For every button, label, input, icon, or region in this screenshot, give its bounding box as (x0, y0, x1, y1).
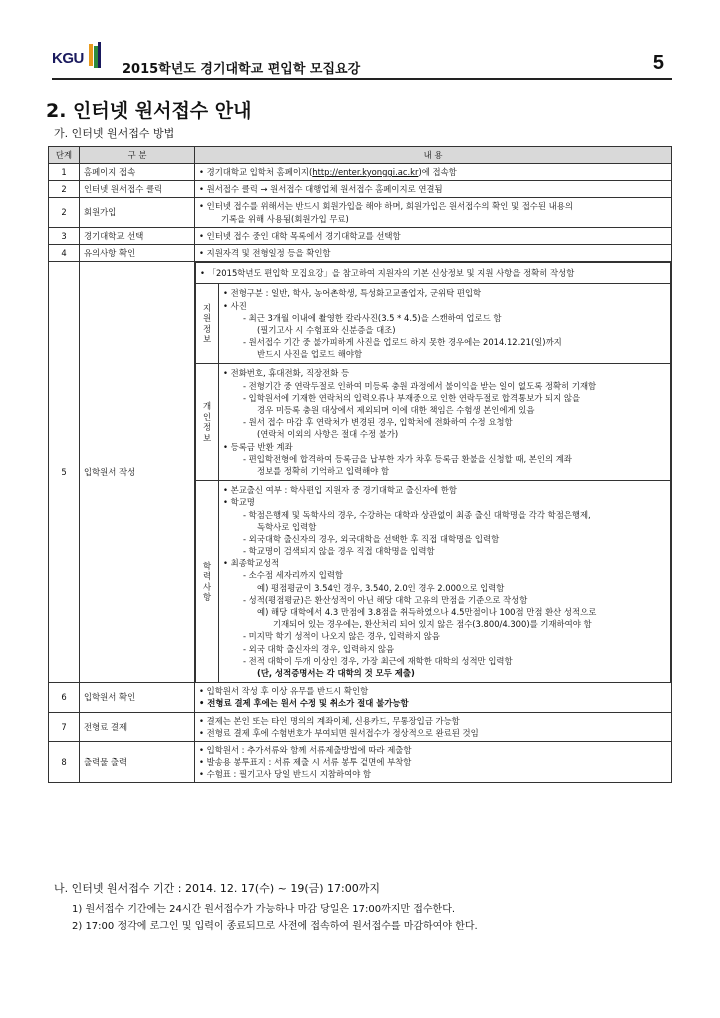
step-content: • 원서접수 클릭 → 원서접수 대행업체 원서접수 홈페이지로 연결됨 (195, 181, 672, 198)
subsection-title: 가. 인터넷 원서접수 방법 (54, 127, 175, 140)
table-header-row (49, 147, 672, 164)
application-steps-table (48, 146, 672, 783)
section-title: 2. 인터넷 원서접수 안내 (46, 100, 252, 122)
personal-info: • 전화번호, 휴대전화, 직장전화 등 - 전형기간 중 연락두절로 인하여 미등록 충원 과정에서 불이익을 받는 일이 없도록 정확히 기재함 - 입학원서에 기재한 연락처의 입력오류나 부재중으로 인한 연락두절로 합격통보가 되지 않을 경우 미등록 충원 대상에서 제외되며 이에 대한 책임은 수험생 본인에게 있음 - 원서 접수 마감 후 연락처가 변경된 경우, 입학처에 전화하여 수정 요청함 (연락처 이외의 사항은 절대 수정 불가) • 등록금 반환 계좌 - 편입학전형에 합격하여 등록금을 납부한 자가 차후 등록금 환불을 신청할 때, 본인의 계좌 정보를 정확히 기억하고 입력해야 함 (219, 364, 671, 481)
step-category: 전형료 결제 (80, 712, 195, 741)
step-category: 경기대학교 선택 (80, 227, 195, 244)
step-number: 1 (49, 164, 80, 181)
table-row (49, 741, 672, 783)
step-content: • 경기대학교 입학처 홈페이지(http://enter.kyonggi.ac.kr)에 접속함 (195, 164, 672, 181)
academic-info: • 본교출신 여부 : 학사편입 지원자 중 경기대학교 출신자에 한함 • 학교명 - 학점은행제 및 독학사의 경우, 수강하는 대학과 상관없이 최종 출신 대학명을 각각 학점은행제, 독학사로 입력함 - 외국대학 출신자의 경우, 외국대학을 선택한 후 직접 대학명을 입력함 - 학교명이 검색되지 않을 경우 직접 대학명을 입력함 • 최종학교성적 - 소수점 세자리까지 입력함 예) 평점평균이 3.54인 경우, 3.540, 2.0인 경우 2.000으로 입력함 - 성적(평점평균)은 환산성적이 아닌 해당 대학 고유의 만점을 기준으로 작성함 예) 해당 대학에서 4.3 만점에 3.8점을 취득하였으나 4.5만점이나 100점 만점 환산 성적으로 기재되어 있는 경우에는, 환산처리 되어 있지 않은 점수(3.800/4.300)를 기재하여야 함 - 미지막 학기 성적이 나오지 않은 경우, 입력하지 않음 - 외국 대학 출신자의 경우, 입력하지 않음 - 전적 대학이 두개 이상인 경우, 가장 최근에 재학한 대학의 성적만 입력함 (단, 성적증명서는 각 대학의 것 모두 제출) (219, 481, 671, 683)
form-intro: • 「2015학년도 편입학 모집요강」을 참고하여 지원자의 기본 신상정보 및 지원 사항을 정확히 작성함 (196, 263, 671, 284)
personal-info-label: 개 인 정 보 (196, 364, 219, 481)
step-category: 홈페이지 접속 (80, 164, 195, 181)
header-divider (52, 78, 672, 80)
step-category: 입학원서 확인 (80, 683, 195, 712)
step-number: 5 (49, 262, 80, 683)
table-row (49, 683, 672, 712)
header-step: 단계 (49, 147, 80, 164)
table-row (49, 198, 672, 227)
step-number: 4 (49, 244, 80, 261)
table-row-application-form (49, 262, 672, 683)
step-category: 입학원서 작성 (80, 262, 195, 683)
step-content: • 인터넷 접수를 위해서는 반드시 회원가입을 해야 하며, 회원가입은 원서접수의 확인 및 접수된 내용의 기록을 위해 사용됨(회원가입 무료) (195, 198, 672, 227)
step-content: • 입학원서 작성 후 이상 유무를 반드시 확인함 • 전형료 결제 후에는 원서 수정 및 취소가 절대 불가능함 (195, 683, 672, 712)
step-category: 인터넷 원서접수 클릭 (80, 181, 195, 198)
step-number: 3 (49, 227, 80, 244)
step-content: • 인터넷 접수 중인 대학 목록에서 경기대학교를 선택함 (195, 227, 672, 244)
academic-info-label: 학 력 사 항 (196, 481, 219, 683)
application-form-details (195, 262, 672, 683)
page-header (52, 42, 672, 82)
step-category: 출력물 출력 (80, 741, 195, 783)
table-row (49, 712, 672, 741)
logo-text: KGU (52, 50, 84, 67)
step-content: • 지원자격 및 전형일정 등을 확인함 (195, 244, 672, 261)
step-number: 6 (49, 683, 80, 712)
document-title: 2015학년도 경기대학교 편입학 모집요강 (122, 62, 361, 77)
applicant-info: • 전형구분 : 일반, 학사, 농어촌학생, 특성화고교졸업자, 군위탁 편입학 • 사진 - 최근 3개월 이내에 촬영한 칼라사진(3.5 * 4.5)을 스캔하여 업로드 함 (필기고사 시 수험표와 신분증을 대조) - 원서접수 기간 중 불가피하게 사진을 업로드 하지 못한 경우에는 2014.12.21(일)까지 반드시 사진을 업로드 해야함 (219, 284, 671, 364)
header-content: 내 용 (195, 147, 672, 164)
step-number: 7 (49, 712, 80, 741)
period-note-2: 2) 17:00 정각에 로그인 및 입력이 종료되므로 사전에 접속하여 원서접수를 마감하여야 한다. (72, 921, 478, 932)
logo-mark-icon (88, 42, 102, 70)
step-number: 2 (49, 181, 80, 198)
step-number: 2 (49, 198, 80, 227)
table-row (49, 227, 672, 244)
step-category: 회원가입 (80, 198, 195, 227)
table-row (49, 181, 672, 198)
step-category: 유의사항 확인 (80, 244, 195, 261)
admission-site-link[interactable]: http://enter.kyonggi.ac.kr (312, 167, 419, 177)
header-category: 구 분 (80, 147, 195, 164)
applicant-info-label: 지 원 정 보 (196, 284, 219, 364)
step-content: • 결제는 본인 또는 타인 명의의 계좌이체, 신용카드, 무통장입금 가능함 • 전형료 결제 후에 수험번호가 부여되면 원서접수가 정상적으로 완료된 것임 (195, 712, 672, 741)
period-note-1: 1) 원서접수 기간에는 24시간 원서접수가 가능하나 마감 당일은 17:00까지만 접수한다. (72, 904, 456, 915)
table-row (49, 244, 672, 261)
kgu-logo (52, 42, 104, 76)
step-content: • 입학원서 : 추가서류와 함께 서류제출방법에 따라 제출함 • 발송용 봉투표지 : 서류 제출 시 서류 봉투 겉면에 부착함 • 수험표 : 필기고사 당일 반드시 지참하여야 함 (195, 741, 672, 783)
step-number: 8 (49, 741, 80, 783)
page-number: 5 (652, 52, 664, 74)
table-row (49, 164, 672, 181)
application-period-heading: 나. 인터넷 원서접수 기간 : 2014. 12. 17(수) ~ 19(금) 17:00까지 (54, 882, 380, 895)
